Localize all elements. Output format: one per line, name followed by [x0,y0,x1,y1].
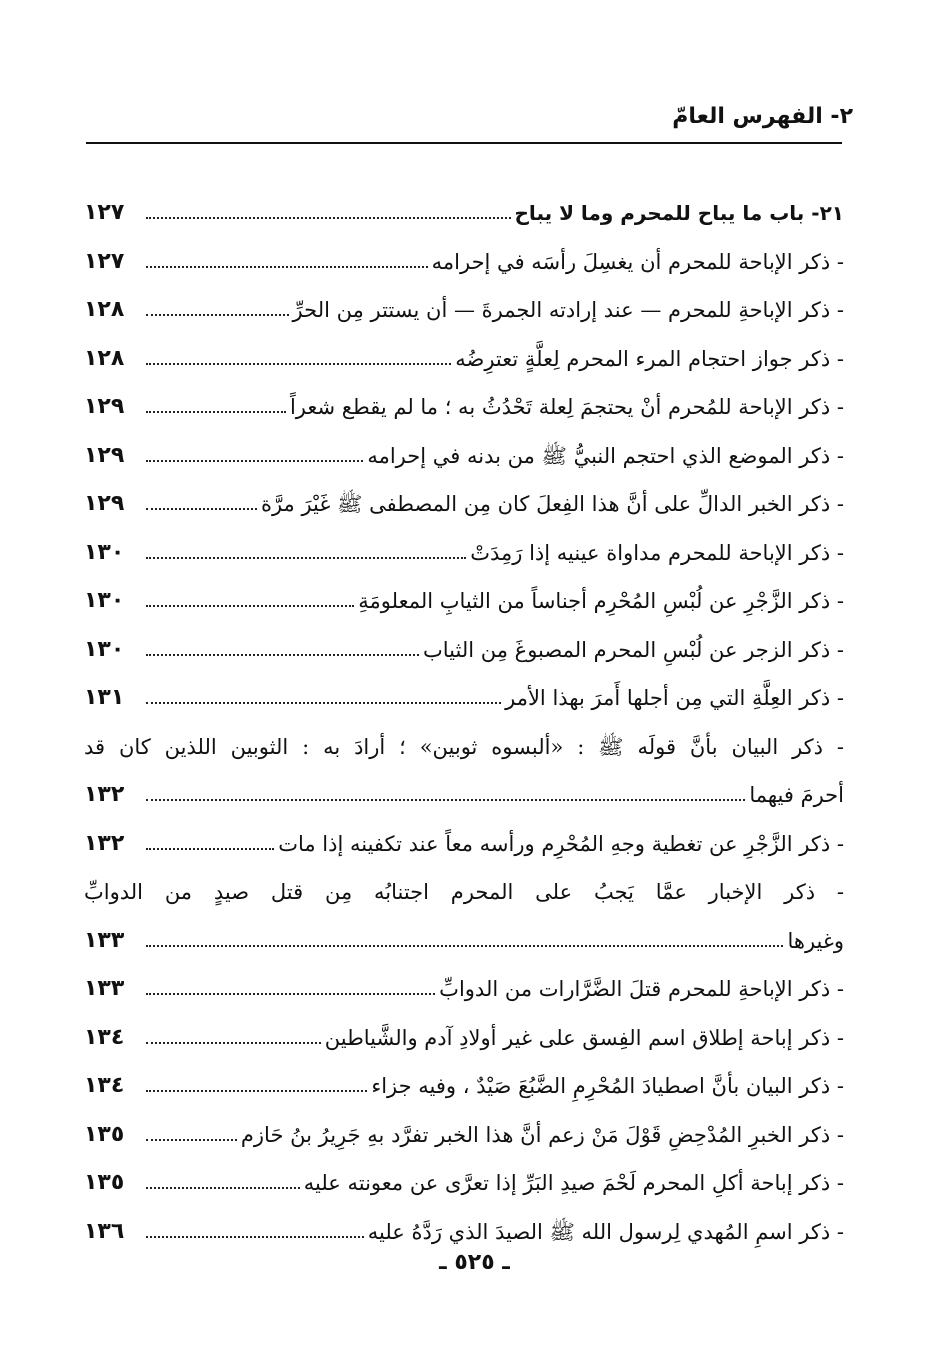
toc-page-number: ١٣٠ [84,636,125,662]
toc-section-heading [84,180,844,228]
toc-entry-title: - ذكر العِلَّةِ التي مِن أجلها أَمرَ بهذا الأمر [505,686,844,710]
toc-entry-title: - ذكر الزَّجْرِ عن لُبْسِ المُحْرِم أجناساً من الثيابِ المعلومَةِ [358,589,844,613]
toc-entry [84,617,844,665]
toc-entry-title: - ذكر الإباحة للمحرم مداواة عينيه إذا رَمِدَتْ [470,540,844,565]
dot-leader [146,1139,237,1141]
toc-entry-continuation: أحرمَ فيهما [749,783,844,807]
header-divider [86,142,842,144]
dot-leader [146,266,428,268]
toc-entry [84,520,844,568]
toc-entry [84,423,844,471]
toc-page-number: ١٣٠ [84,588,125,613]
page-number: ـ ٥٢٥ ـ [439,1250,510,1275]
toc-page-number: ١٢٧ [84,248,125,274]
toc-entry [84,1005,844,1053]
toc-entry [84,908,844,956]
toc-entry-title: - ذكر الزَّجْرِ عن تغطية وجهِ المُحْرِم ورأسه معاً عند تكفينه إذا مات [278,831,844,856]
toc-page-number: ١٣٣ [84,927,125,953]
dot-leader [146,557,466,559]
dot-leader [146,848,274,850]
toc-entry [84,1102,844,1150]
toc-entry-title: - ذكر الإباحةِ للمحرم قتلَ الضَّرَّارات من الدوابِّ [439,977,844,1001]
dot-leader [146,363,451,365]
toc-page-number: ١٣٤ [84,1073,125,1098]
toc-page-number: ١٢٩ [84,442,125,468]
toc-entry-title: - ذكر الموضع الذي احتجم النبيُّ ﷺ من بدنه في إحرامه [367,443,844,468]
dot-leader [146,217,511,219]
dot-leader [146,1090,367,1092]
toc-entry [84,1199,844,1247]
toc-entry-title: ٢١- باب ما يباح للمحرم وما لا يباح [514,201,844,225]
toc-page-number: ١٢٧ [84,200,125,225]
toc-entry-title: - ذكر الإباحة للمُحرم أنْ يحتجمَ لِعلة تَحْدُثُ به ؛ ما لم يقطع شعراً [289,395,844,419]
toc-page-number: ١٣٥ [84,1170,125,1195]
toc-entry [84,956,844,1004]
toc-page-number: ١٣٠ [84,539,125,565]
dot-leader [146,460,363,462]
toc-entry-title: - ذكر جواز احتجام المرء المحرم لِعلَّةٍ تعترِضُه [455,346,844,371]
toc-entry-title: - ذكر البيان بأنَّ اصطيادَ المُحْرِمِ الضَّبُعَ صَيْدٌ ، وفيه جزاء [371,1074,844,1098]
toc-entry-title: - ذكر إباحة إطلاق اسم الفِسق على غير أولادِ آدم والشَّياطين [324,1025,844,1050]
toc-entry [84,277,844,325]
dot-leader [146,1236,364,1238]
dot-leader [146,508,257,510]
toc-page-number: ١٣٢ [84,830,125,856]
toc-page-number: ١٣٥ [84,1121,125,1147]
toc-entry-title: - ذكر الخبر الدالِّ على أنَّ هذا الفِعلَ كان مِن المصطفى ﷺ غَيْرَ مرَّة [260,492,844,516]
toc-entry-title: - ذكر البيان بأنَّ قولَه ﷺ : «ألبسوه ثوبين» ؛ أرادَ به : الثوبين اللذين كان قد [84,734,844,759]
toc-entry [84,811,844,859]
toc-entry-title: - ذكر الإباحةِ للمحرم — عند إرادته الجمرةَ — أن يستتر مِن الحرِّ [292,298,844,322]
toc-entry [84,568,844,616]
dot-leader [146,799,745,801]
toc-entry-first-line [84,714,844,762]
toc-entry-first-line [84,859,844,907]
toc-entry-title: - ذكر اسمِ المُهدي لِرسول الله ﷺ الصيدَ الذي رَدَّهُ عليه [367,1219,844,1244]
toc-page-number: ١٣١ [84,685,125,710]
toc-entry [84,229,844,277]
toc-page-number: ١٣٣ [84,976,125,1001]
toc-page-number: ١٢٩ [84,394,125,419]
page-header-title: ٢- الفهرس العامّ [672,104,853,129]
toc-entry-title: - ذكر الإخبار عمَّا يَجبُ على المحرم اجتنابُه مِن قتل صيدٍ من الدوابِّ [84,880,844,904]
toc-entry [84,762,844,810]
dot-leader [146,1042,321,1044]
dot-leader [146,945,783,947]
toc-entry [84,374,844,422]
toc-entry [84,665,844,713]
toc-entry-title: - ذكر الإباحة للمحرم أن يغسِلَ رأسَه في إحرامه [431,249,844,274]
toc-entry [84,1150,844,1198]
dot-leader [146,314,289,316]
dot-leader [146,1187,300,1189]
toc-page-number: ١٣٦ [84,1218,125,1244]
toc-entry-title: - ذكر الزجر عن لُبْسِ المحرم المصبوغَ مِن الثياب [423,637,844,662]
toc-entry-continuation: وغيرها [787,928,844,953]
dot-leader [146,605,354,607]
toc-entry-title: - ذكر الخبرِ المُدْحِضِ قَوْلَ مَنْ زعم أنَّ هذا الخبر تفرَّد بهِ جَرِيرُ بنُ حَازم [240,1122,844,1147]
toc-page-number: ١٢٩ [84,491,125,516]
toc-entry [84,471,844,519]
toc-entry-title: - ذكر إباحة أكلِ المحرم لَحْمَ صيدِ البَرِّ إذا تعرَّى عن معونته عليه [303,1171,844,1195]
toc-page-number: ١٣٢ [84,782,125,807]
dot-leader [146,411,286,413]
toc-entry [84,326,844,374]
dot-leader [146,993,435,995]
toc-page-number: ١٢٨ [84,297,125,322]
toc-entry [84,1053,844,1101]
toc-page-number: ١٣٤ [84,1024,125,1050]
toc-page-number: ١٢٨ [84,345,125,371]
dot-leader [146,702,501,704]
dot-leader [146,654,419,656]
